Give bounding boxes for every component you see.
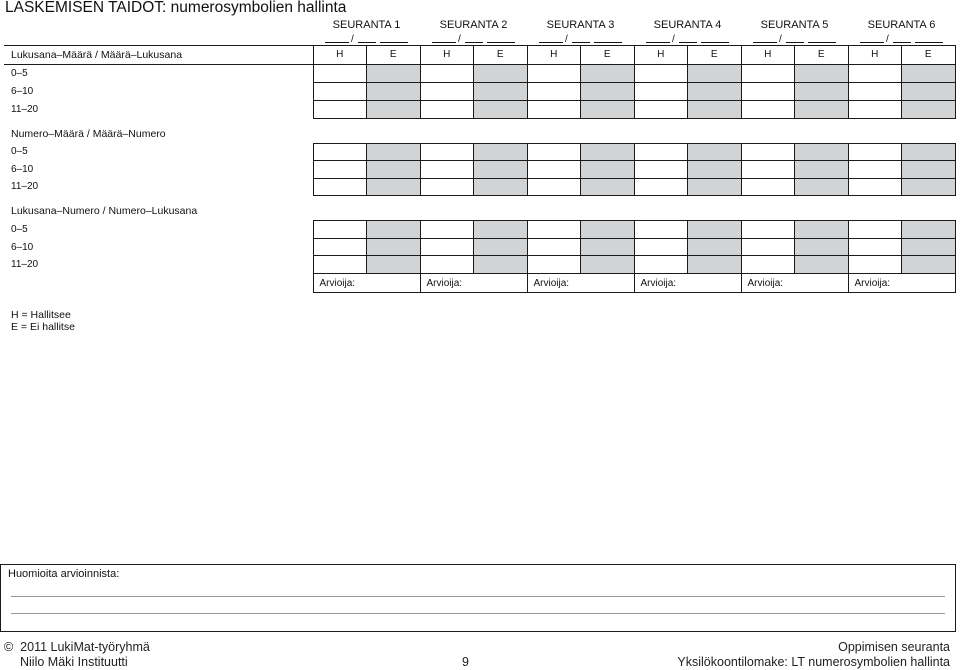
cell-e[interactable] (581, 178, 635, 196)
cell-h[interactable] (848, 256, 902, 274)
section-gap (527, 124, 634, 143)
cell-h[interactable] (527, 238, 581, 256)
cell-h[interactable] (634, 143, 688, 161)
cell-e[interactable] (902, 256, 956, 274)
col-h-label: H (313, 45, 367, 64)
cell-e[interactable] (367, 82, 421, 100)
col-e-label: E (688, 45, 742, 64)
cell-e[interactable] (688, 238, 742, 256)
cell-e[interactable] (795, 82, 849, 100)
cell-e[interactable] (367, 221, 421, 239)
followup-header: SEURANTA 4 (653, 19, 722, 31)
followup-header: SEURANTA 2 (439, 19, 508, 31)
section-gap (313, 124, 420, 143)
cell-h[interactable] (848, 100, 902, 118)
assessor-field[interactable] (313, 274, 420, 293)
col-e-label: E (902, 45, 956, 64)
cell-h[interactable] (527, 178, 581, 196)
cell-e[interactable] (367, 256, 421, 274)
cell-h[interactable] (634, 256, 688, 274)
cell-e[interactable] (688, 82, 742, 100)
cell-e[interactable] (581, 221, 635, 239)
date-slash: / (458, 34, 461, 45)
cell-e[interactable] (581, 256, 635, 274)
section-gap (634, 202, 741, 221)
section-gap (313, 202, 420, 221)
col-h-label: H (848, 45, 902, 64)
cell-e[interactable] (795, 161, 849, 179)
cell-e[interactable] (581, 64, 635, 82)
cell-h[interactable] (313, 100, 367, 118)
cell-h[interactable] (420, 256, 474, 274)
cell-h[interactable] (741, 82, 795, 100)
cell-h[interactable] (741, 221, 795, 239)
date-field[interactable] (313, 33, 420, 43)
range-label: 11–20 (11, 259, 39, 271)
cell-e[interactable] (367, 100, 421, 118)
section-gap (848, 124, 955, 143)
range-label: 6–10 (11, 85, 34, 97)
col-e-label: E (795, 45, 849, 64)
cell-e[interactable] (474, 256, 528, 274)
section-gap (420, 202, 527, 221)
followup-header: SEURANTA 5 (760, 19, 829, 31)
cell-e[interactable] (688, 221, 742, 239)
cell-h[interactable] (420, 238, 474, 256)
cell-h[interactable] (420, 82, 474, 100)
legend (11, 309, 75, 333)
cell-h[interactable] (527, 82, 581, 100)
range-label: 0–5 (11, 224, 28, 236)
cell-e[interactable] (474, 161, 528, 179)
followup-header: SEURANTA 3 (546, 19, 615, 31)
col-h-label: H (527, 45, 581, 64)
range-label: 6–10 (11, 241, 34, 253)
assessor-field[interactable] (527, 274, 634, 293)
cell-h[interactable] (634, 161, 688, 179)
range-label: 0–5 (11, 67, 28, 79)
cell-e[interactable] (902, 238, 956, 256)
date-slash: / (779, 34, 782, 45)
cell-e[interactable] (367, 64, 421, 82)
date-field[interactable] (527, 33, 634, 43)
cell-h[interactable] (313, 178, 367, 196)
assessor-field[interactable] (634, 274, 741, 293)
footer-page-number: 9 (462, 655, 469, 669)
cell-e[interactable] (902, 221, 956, 239)
cell-h[interactable] (420, 221, 474, 239)
notes-line[interactable] (11, 613, 945, 614)
cell-e[interactable] (474, 82, 528, 100)
date-field[interactable] (634, 33, 741, 43)
cell-h[interactable] (527, 64, 581, 82)
cell-e[interactable] (902, 143, 956, 161)
page-title: LASKEMISEN TAIDOT: numerosymbolien hallinta (5, 0, 347, 16)
cell-e[interactable] (474, 100, 528, 118)
cell-e[interactable] (795, 238, 849, 256)
cell-e[interactable] (688, 64, 742, 82)
cell-h[interactable] (634, 178, 688, 196)
section-title: Numero–Määrä / Määrä–Numero (11, 127, 166, 140)
cell-e[interactable] (581, 161, 635, 179)
cell-e[interactable] (795, 221, 849, 239)
cell-e[interactable] (795, 143, 849, 161)
followup-header: SEURANTA 1 (332, 19, 401, 31)
cell-e[interactable] (688, 178, 742, 196)
cell-h[interactable] (848, 178, 902, 196)
cell-e[interactable] (367, 238, 421, 256)
cell-h[interactable] (527, 143, 581, 161)
assessor-field[interactable] (741, 274, 848, 293)
notes-box[interactable] (0, 564, 956, 632)
legend-h: H = Hallitsee (11, 309, 71, 321)
cell-e[interactable] (581, 100, 635, 118)
cell-h[interactable] (420, 143, 474, 161)
section-gap (741, 202, 848, 221)
section-gap (420, 124, 527, 143)
range-label: 11–20 (11, 181, 39, 193)
cell-h[interactable] (848, 221, 902, 239)
legend-e: E = Ei hallitse (11, 321, 75, 333)
cell-e[interactable] (474, 238, 528, 256)
cell-e[interactable] (902, 178, 956, 196)
date-field[interactable] (420, 33, 527, 43)
cell-e[interactable] (688, 256, 742, 274)
assessor-row-label (4, 274, 313, 293)
cell-h[interactable] (634, 238, 688, 256)
cell-h[interactable] (527, 256, 581, 274)
cell-h[interactable] (741, 256, 795, 274)
cell-h[interactable] (741, 64, 795, 82)
section-title: Lukusana–Määrä / Määrä–Lukusana (4, 45, 313, 64)
followup-header: SEURANTA 6 (867, 19, 936, 31)
cell-e[interactable] (795, 178, 849, 196)
cell-e[interactable] (474, 64, 528, 82)
cell-h[interactable] (313, 256, 367, 274)
cell-h[interactable] (741, 178, 795, 196)
cell-h[interactable] (741, 143, 795, 161)
cell-e[interactable] (367, 178, 421, 196)
cell-h[interactable] (634, 82, 688, 100)
range-label: 0–5 (11, 146, 28, 158)
cell-e[interactable] (367, 161, 421, 179)
range-label: 6–10 (11, 163, 34, 175)
cell-h[interactable] (741, 238, 795, 256)
range-label: 11–20 (11, 103, 39, 115)
date-field[interactable] (848, 33, 955, 43)
cell-e[interactable] (688, 100, 742, 118)
cell-e[interactable] (581, 143, 635, 161)
col-h-label: H (420, 45, 474, 64)
copyright-text: 2011 LukiMat-työryhmä (20, 640, 150, 654)
date-slash: / (672, 34, 675, 45)
cell-h[interactable] (848, 161, 902, 179)
cell-h[interactable] (741, 161, 795, 179)
cell-h[interactable] (527, 221, 581, 239)
col-h-label: H (634, 45, 688, 64)
cell-h[interactable] (848, 238, 902, 256)
assessor-label: Arvioija: (319, 277, 356, 289)
cell-e[interactable] (795, 100, 849, 118)
col-h-label: H (741, 45, 795, 64)
cell-e[interactable] (367, 143, 421, 161)
footer-series: Oppimisen seuranta (838, 640, 950, 654)
cell-h[interactable] (848, 64, 902, 82)
cell-h[interactable] (313, 221, 367, 239)
cell-h[interactable] (313, 161, 367, 179)
cell-h[interactable] (420, 161, 474, 179)
col-e-label: E (474, 45, 528, 64)
date-slash: / (565, 34, 568, 45)
cell-h[interactable] (420, 178, 474, 196)
assessor-label: Arvioija: (747, 277, 784, 289)
cell-e[interactable] (688, 161, 742, 179)
cell-e[interactable] (581, 238, 635, 256)
cell-e[interactable] (795, 256, 849, 274)
cell-h[interactable] (848, 143, 902, 161)
assessor-label: Arvioija: (640, 277, 677, 289)
col-e-label: E (367, 45, 421, 64)
cell-h[interactable] (527, 161, 581, 179)
cell-h[interactable] (741, 100, 795, 118)
footer-form-title: Yksilökoontilomake: LT numerosymbolien hallinta (677, 655, 950, 669)
cell-h[interactable] (313, 64, 367, 82)
cell-e[interactable] (474, 143, 528, 161)
section-title: Lukusana–Numero / Numero–Lukusana (11, 205, 198, 218)
date-field[interactable] (741, 33, 848, 43)
cell-e[interactable] (581, 82, 635, 100)
notes-label: Huomioita arvioinnista: (8, 568, 120, 580)
section-gap (634, 124, 741, 143)
assessment-grid (4, 45, 956, 293)
cell-e[interactable] (688, 143, 742, 161)
date-slash: / (351, 34, 354, 45)
cell-e[interactable] (474, 178, 528, 196)
cell-e[interactable] (902, 64, 956, 82)
cell-e[interactable] (474, 221, 528, 239)
cell-h[interactable] (634, 64, 688, 82)
col-e-label: E (581, 45, 635, 64)
assessor-label: Arvioija: (426, 277, 463, 289)
cell-h[interactable] (848, 82, 902, 100)
copyright-symbol: © (4, 640, 14, 654)
footer-copyright (4, 640, 150, 654)
assessor-label: Arvioija: (533, 277, 570, 289)
assessor-field[interactable] (848, 274, 955, 293)
footer-institute: Niilo Mäki Instituutti (20, 655, 128, 669)
cell-e[interactable] (902, 82, 956, 100)
date-slash: / (886, 34, 889, 45)
cell-h[interactable] (527, 100, 581, 118)
cell-h[interactable] (634, 100, 688, 118)
section-gap (848, 202, 955, 221)
cell-h[interactable] (313, 82, 367, 100)
section-gap (527, 202, 634, 221)
cell-h[interactable] (420, 100, 474, 118)
cell-h[interactable] (313, 238, 367, 256)
cell-e[interactable] (902, 161, 956, 179)
assessor-field[interactable] (420, 274, 527, 293)
cell-h[interactable] (313, 143, 367, 161)
cell-e[interactable] (902, 100, 956, 118)
notes-line[interactable] (11, 596, 945, 597)
assessor-label: Arvioija: (854, 277, 891, 289)
cell-h[interactable] (634, 221, 688, 239)
cell-h[interactable] (420, 64, 474, 82)
section-gap (741, 124, 848, 143)
cell-e[interactable] (795, 64, 849, 82)
